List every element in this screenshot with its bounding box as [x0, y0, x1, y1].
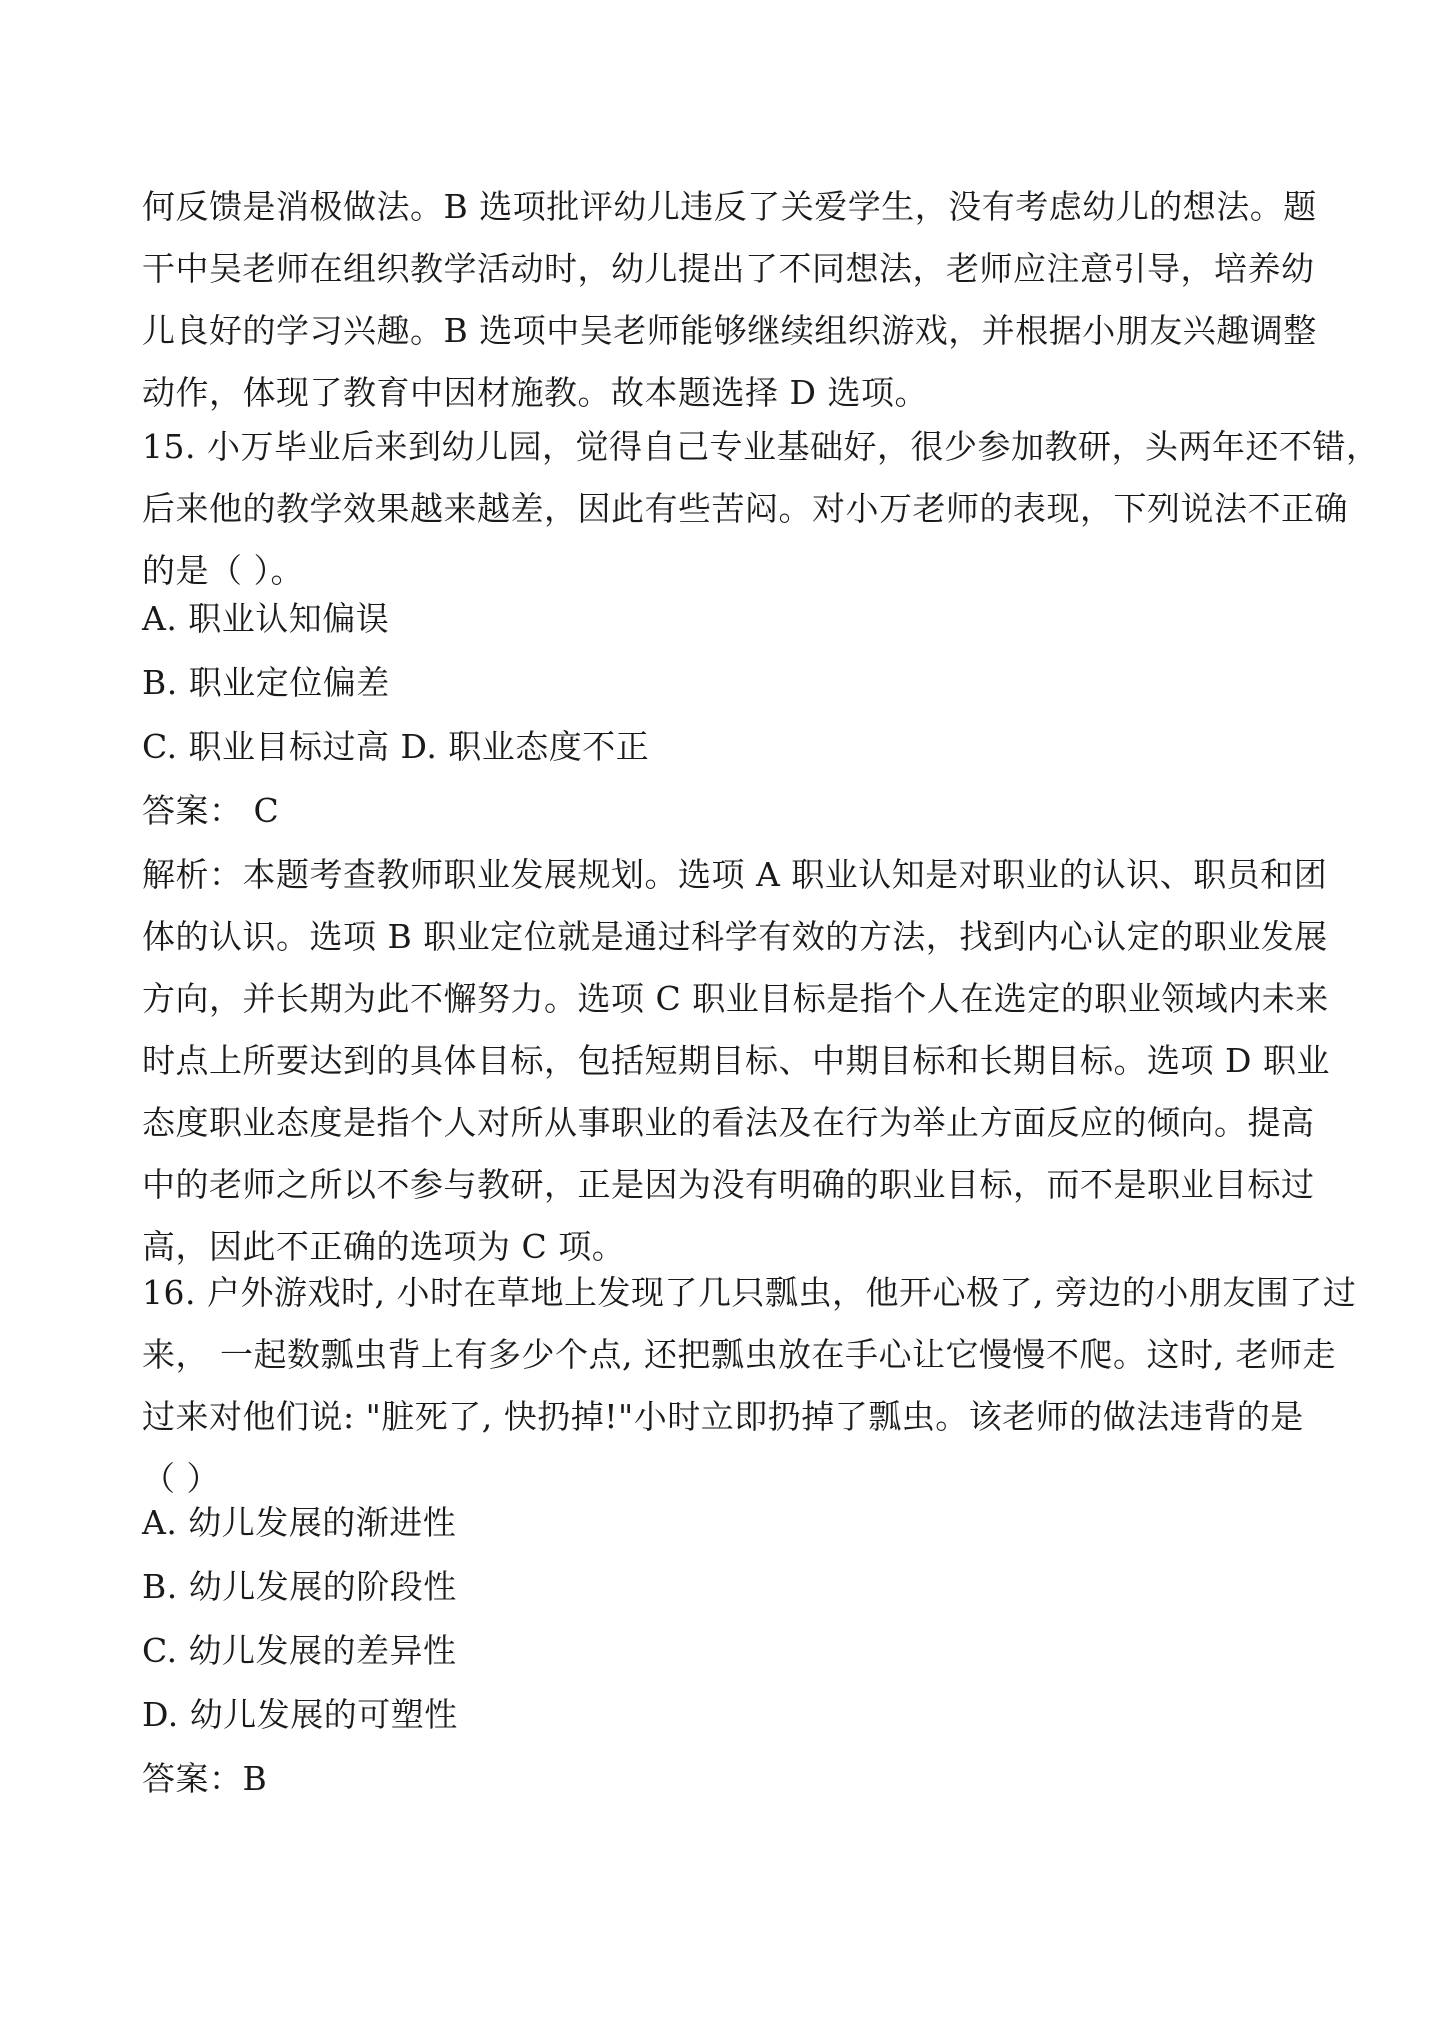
text-line: 解析：本题考查教师职业发展规划。选项 A 职业认知是对职业的认识、职员和团: [142, 855, 1328, 894]
text-line: 后来他的教学效果越来越差，因此有些苦闷。对小万老师的表现，下列说法不正确: [142, 489, 1348, 528]
option-text: D. 幼儿发展的可塑性: [142, 1695, 458, 1734]
text-line: 来， 一起数瓢虫背上有多少个点, 还把瓢虫放在手心让它慢慢不爬。这时, 老师走: [142, 1335, 1336, 1374]
q16-option-b: [142, 1556, 1312, 1618]
text-line: 态度职业态度是指个人对所从事职业的看法及在行为举止方面反应的倾向。提高: [142, 1103, 1315, 1142]
text-line: 动作，体现了教育中因材施教。故本题选择 D 选项。: [142, 373, 928, 412]
option-text: B. 职业定位偏差: [142, 663, 390, 702]
text-line: 过来对他们说: "脏死了, 快扔掉!"小时立即扔掉了瓢虫。该老师的做法违背的是: [142, 1397, 1304, 1436]
answer-text: 答案： C: [142, 791, 280, 830]
q15-stem: [142, 416, 1380, 602]
text-line: 体的认识。选项 B 职业定位就是通过科学有效的方法，找到内心认定的职业发展: [142, 917, 1328, 956]
text-line: （ ）: [142, 1459, 220, 1498]
text-line: 16. 户外游戏时, 小时在草地上发现了几只瓢虫，他开心极了, 旁边的小朋友围了过: [142, 1273, 1357, 1312]
text-line: 方向，并长期为此不懈努力。选项 C 职业目标是指个人在选定的职业领域内未来: [142, 979, 1329, 1018]
text-line: 何反馈是消极做法。B 选项批评幼儿违反了关爱学生，没有考虑幼儿的想法。题: [142, 187, 1317, 226]
q15-analysis: [142, 844, 1330, 1278]
text-line: 时点上所要达到的具体目标，包括短期目标、中期目标和长期目标。选项 D 职业: [142, 1041, 1330, 1080]
text-line: 的是（ ）。: [142, 551, 304, 590]
q16-stem: [142, 1262, 1357, 1510]
option-text: B. 幼儿发展的阶段性: [142, 1567, 457, 1606]
answer-text: 答案：B: [142, 1759, 268, 1798]
option-text: A. 职业认知偏误: [142, 599, 390, 638]
option-text: A. 幼儿发展的渐进性: [142, 1503, 457, 1542]
text-line: 高，因此不正确的选项为 C 项。: [142, 1227, 626, 1266]
q16-option-c: [142, 1620, 1312, 1682]
text-line: 干中吴老师在组织教学活动时，幼儿提出了不同想法，老师应注意引导，培养幼: [142, 249, 1315, 288]
text-line: 儿良好的学习兴趣。B 选项中吴老师能够继续组织游戏，并根据小朋友兴趣调整: [142, 311, 1317, 350]
q15-option-c-d: [142, 716, 1312, 778]
q16-answer: [142, 1748, 1312, 1810]
option-text: C. 职业目标过高 D. 职业态度不正: [142, 727, 650, 766]
q16-option-a: [142, 1492, 1312, 1554]
q15-option-b: [142, 652, 1312, 714]
q14-explanation-continued: [142, 176, 1317, 424]
q16-option-d: [142, 1684, 1312, 1746]
text-line: 15. 小万毕业后来到幼儿园，觉得自己专业基础好，很少参加教研，头两年还不错，: [142, 427, 1380, 466]
q15-option-a: [142, 588, 1312, 650]
text-line: 中的老师之所以不参与教研，正是因为没有明确的职业目标，而不是职业目标过: [142, 1165, 1315, 1204]
option-text: C. 幼儿发展的差异性: [142, 1631, 457, 1670]
q15-answer: [142, 780, 1312, 842]
